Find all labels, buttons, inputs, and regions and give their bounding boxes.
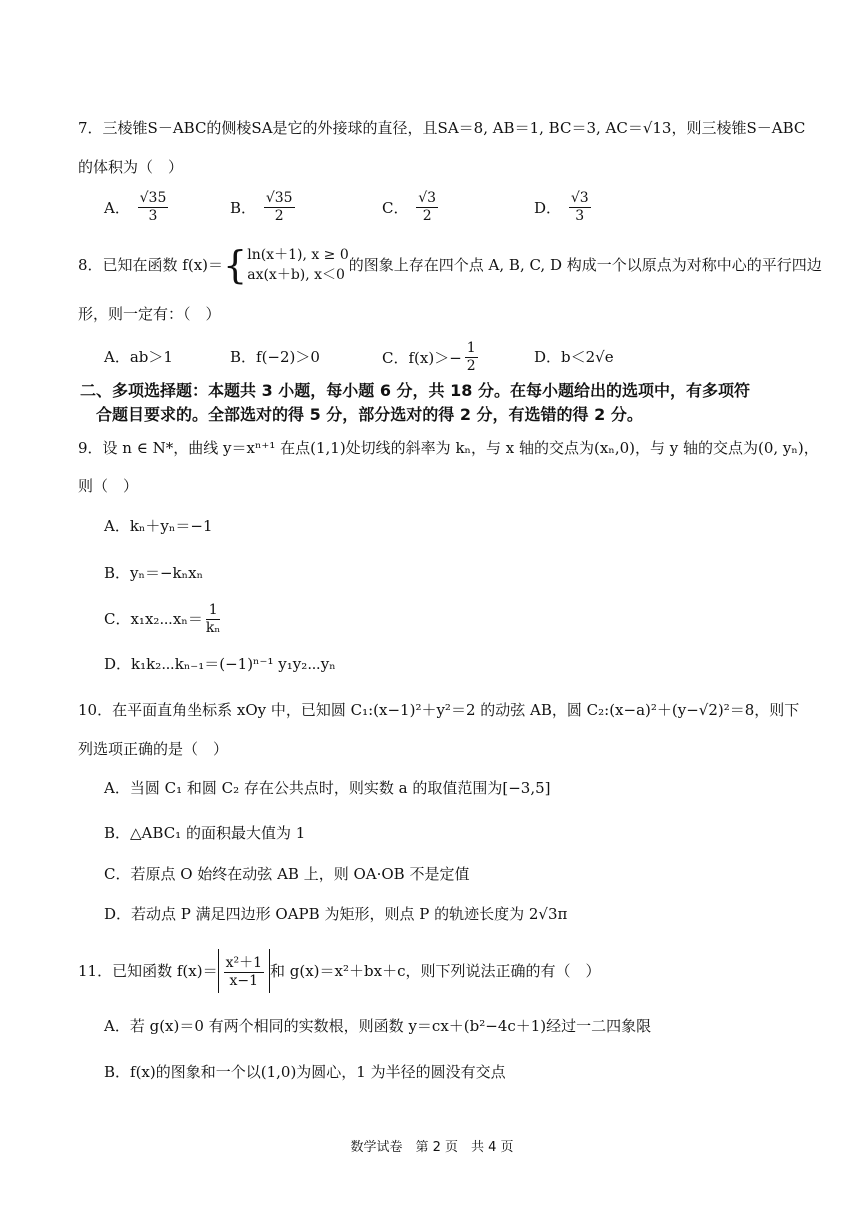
option-fraction bbox=[465, 340, 478, 375]
q10-option-b: B．△ABC₁ 的面积最大值为 1 bbox=[104, 824, 306, 842]
option-label: D． bbox=[534, 199, 562, 217]
q7-option-b bbox=[230, 190, 298, 225]
q7-option-c bbox=[382, 190, 441, 225]
option-fraction bbox=[416, 190, 438, 225]
q7-stem-line2: 的体积为（ ） bbox=[78, 158, 184, 176]
q11-stem-line1 bbox=[78, 948, 600, 992]
q10-option-c: C．若原点 O 始终在动弦 AB 上，则 OA·OB 不是定值 bbox=[104, 865, 470, 883]
fraction-numerator: 1 bbox=[466, 340, 476, 356]
option-fraction bbox=[138, 190, 169, 225]
q7-option-d bbox=[534, 190, 594, 225]
q9-stem-line2: 则（ ） bbox=[78, 477, 139, 495]
q9-option-a: A．kₙ＋yₙ＝−1 bbox=[104, 517, 213, 535]
option-text: C．x₁x₂⋯xₙ＝ bbox=[104, 610, 203, 628]
q11-suffix: 和 g(x)＝x²＋bx＋c，则下列说法正确的有（ ） bbox=[270, 962, 601, 980]
q10-stem-line2: 列选项正确的是（ ） bbox=[78, 740, 229, 758]
fraction-denominator: 2 bbox=[466, 358, 476, 374]
fraction-denominator: 2 bbox=[422, 208, 432, 224]
q8-prefix: 8．已知在函数 f(x)＝ bbox=[78, 256, 224, 274]
q7-stem-line1: 7．三棱锥S－ABC的侧棱SA是它的外接球的直径，且SA＝8, AB＝1, BC＝3, AC＝√13，则三棱锥S－ABC bbox=[78, 119, 806, 137]
option-fraction bbox=[569, 190, 591, 225]
q8-option-c bbox=[382, 340, 481, 375]
q7-option-a bbox=[104, 190, 171, 225]
option-label: C． bbox=[382, 199, 409, 217]
option-fraction bbox=[264, 190, 295, 225]
q8-option-a: A．ab＞1 bbox=[104, 348, 173, 366]
q10-option-d: D．若动点 P 满足四边形 OAPB 为矩形，则点 P 的轨迹长度为 2√3π bbox=[104, 905, 568, 923]
q7-options bbox=[0, 190, 864, 232]
fraction-denominator: kₙ bbox=[205, 619, 221, 636]
q9-option-c bbox=[104, 598, 223, 638]
piecewise-cases bbox=[247, 245, 349, 285]
fraction-numerator: √3 bbox=[570, 190, 589, 206]
absolute-value bbox=[218, 949, 270, 993]
section-heading-line2: 合题目要求的。全部选对的得 5 分，部分选对的得 2 分，有选错的得 2 分。 bbox=[96, 405, 643, 424]
fraction-numerator: 1 bbox=[206, 602, 221, 620]
piecewise-case-2: ax(x＋b), x＜0 bbox=[247, 267, 345, 283]
q9-stem-line1: 9．设 n ∈ N*，曲线 y＝xⁿ⁺¹ 在点(1,1)处切线的斜率为 kₙ，与 x 轴的交点为(xₙ,0)，与 y 轴的交点为(0, yₙ)， bbox=[78, 439, 819, 457]
fraction-numerator: x²＋1 bbox=[225, 954, 262, 971]
option-text: C．f(x)＞− bbox=[382, 349, 462, 367]
q8-option-b: B．f(−2)＞0 bbox=[230, 348, 320, 366]
q11-option-b: B．f(x)的图象和一个以(1,0)为圆心，1 为半径的圆没有交点 bbox=[104, 1063, 506, 1081]
piecewise-brace: { bbox=[223, 243, 248, 287]
option-fraction bbox=[206, 602, 221, 637]
q9-option-d: D．k₁k₂⋯kₙ₋₁＝(−1)ⁿ⁻¹ y₁y₂⋯yₙ bbox=[104, 655, 336, 673]
option-label: B． bbox=[230, 199, 257, 217]
piecewise-case-1: ln(x＋1), x ≥ 0 bbox=[247, 247, 349, 263]
q8-option-d: D．b＜2√e bbox=[534, 348, 614, 366]
q11-prefix: 11．已知函数 f(x)＝ bbox=[78, 962, 218, 980]
abs-fraction bbox=[224, 955, 264, 990]
q9-option-b: B．yₙ＝−kₙxₙ bbox=[104, 564, 204, 582]
fraction-numerator: √3 bbox=[418, 190, 437, 206]
q11-option-a: A．若 g(x)＝0 有两个相同的实数根，则函数 y＝cx＋(b²−4c＋1)经过一二四象限 bbox=[104, 1017, 652, 1035]
fraction-denominator: 2 bbox=[274, 208, 284, 224]
q8-suffix: 的图象上存在四个点 A, B, C, D 构成一个以原点为对称中心的平行四边 bbox=[348, 256, 822, 274]
fraction-numerator: √35 bbox=[265, 190, 293, 206]
page-footer: 数学试卷 第 2 页 共 4 页 bbox=[350, 1140, 514, 1155]
q10-stem-line1: 10．在平面直角坐标系 xOy 中，已知圆 C₁:(x−1)²＋y²＝2 的动弦 AB，圆 C₂:(x−a)²＋(y−√2)²＝8，则下 bbox=[78, 701, 800, 719]
q8-options bbox=[0, 340, 864, 376]
q8-stem-line1 bbox=[78, 242, 822, 286]
fraction-denominator: 3 bbox=[575, 208, 585, 224]
section-heading-line1: 二、多项选择题：本题共 3 小题，每小题 6 分，共 18 分。在每小题给出的选项中，有多项符 bbox=[80, 381, 750, 400]
q10-option-a: A．当圆 C₁ 和圆 C₂ 存在公共点时，则实数 a 的取值范围为[−3,5] bbox=[104, 779, 551, 797]
option-label: A． bbox=[104, 199, 130, 217]
fraction-denominator: x−1 bbox=[229, 972, 259, 989]
fraction-numerator: √35 bbox=[139, 190, 167, 206]
fraction-denominator: 3 bbox=[148, 208, 158, 224]
q8-stem-line2: 形，则一定有：（ ） bbox=[78, 305, 221, 323]
